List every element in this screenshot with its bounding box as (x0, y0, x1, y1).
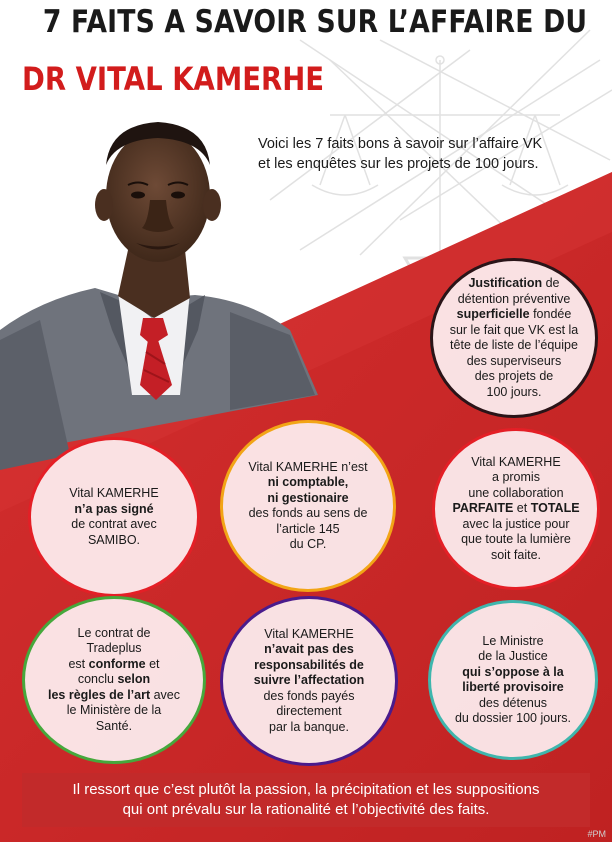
fact-4-text: Vital KAMERHE a promis une collaboration PARFAITE et TOTALE avec la justice pour que toute la lumière soit faite. (452, 454, 580, 562)
fact-1-text: Justification de détention préventive superficielle fondée sur le fait que VK est la tête de liste de l’équipe des superviseurs des projets de 100 jours. (449, 276, 579, 399)
conclusion-line-2: qui ont prévalu sur la rationalité et l’objectivité des faits. (122, 801, 490, 818)
fact-circle-4 (432, 428, 600, 590)
fact-circle-2 (28, 437, 200, 597)
fact-circle-1 (430, 258, 598, 418)
conclusion-banner (22, 773, 590, 827)
fact-2-text: Vital KAMERHE n’a pas signé de contrat avec SAMIBO. (69, 486, 159, 547)
fact-circle-7 (428, 600, 598, 760)
fact-5-text: Le contrat de Tradeplus est conforme et conclu selon les règles de l’art avec le Ministère de la Santé. (47, 625, 181, 733)
intro-text (258, 134, 598, 174)
intro-line-1: Voici les 7 faits bons à savoir sur l’affaire VK (258, 136, 543, 152)
fact-circle-5 (22, 596, 206, 764)
intro-line-2: et les enquêtes sur les projets de 100 jours. (258, 156, 539, 172)
fact-3-text: Vital KAMERHE n’est ni comptable, ni gestionaire des fonds au sens de l’article 145 du CP. (248, 459, 368, 551)
fact-7-text: Le Ministre de la Justice qui s’oppose à la liberté provisoire des détenus du dossier 100 jours. (454, 633, 572, 725)
headline-line-1: 7 FAITS A SAVOIR SUR L’AFFAIRE DU (42, 4, 588, 40)
fact-6-text: Vital KAMERHE n’avait pas des responsabilités de suivre l’affectation des fonds payés directement par la banque. (253, 626, 365, 734)
fact-circle-3 (220, 420, 396, 592)
fact-circle-6 (220, 596, 398, 766)
conclusion-line-1: Il ressort que c’est plutôt la passion, la précipitation et les suppositions (72, 781, 540, 798)
signature-tag: #PM (587, 829, 606, 839)
headline-line-2: DR VITAL KAMERHE (22, 60, 325, 98)
